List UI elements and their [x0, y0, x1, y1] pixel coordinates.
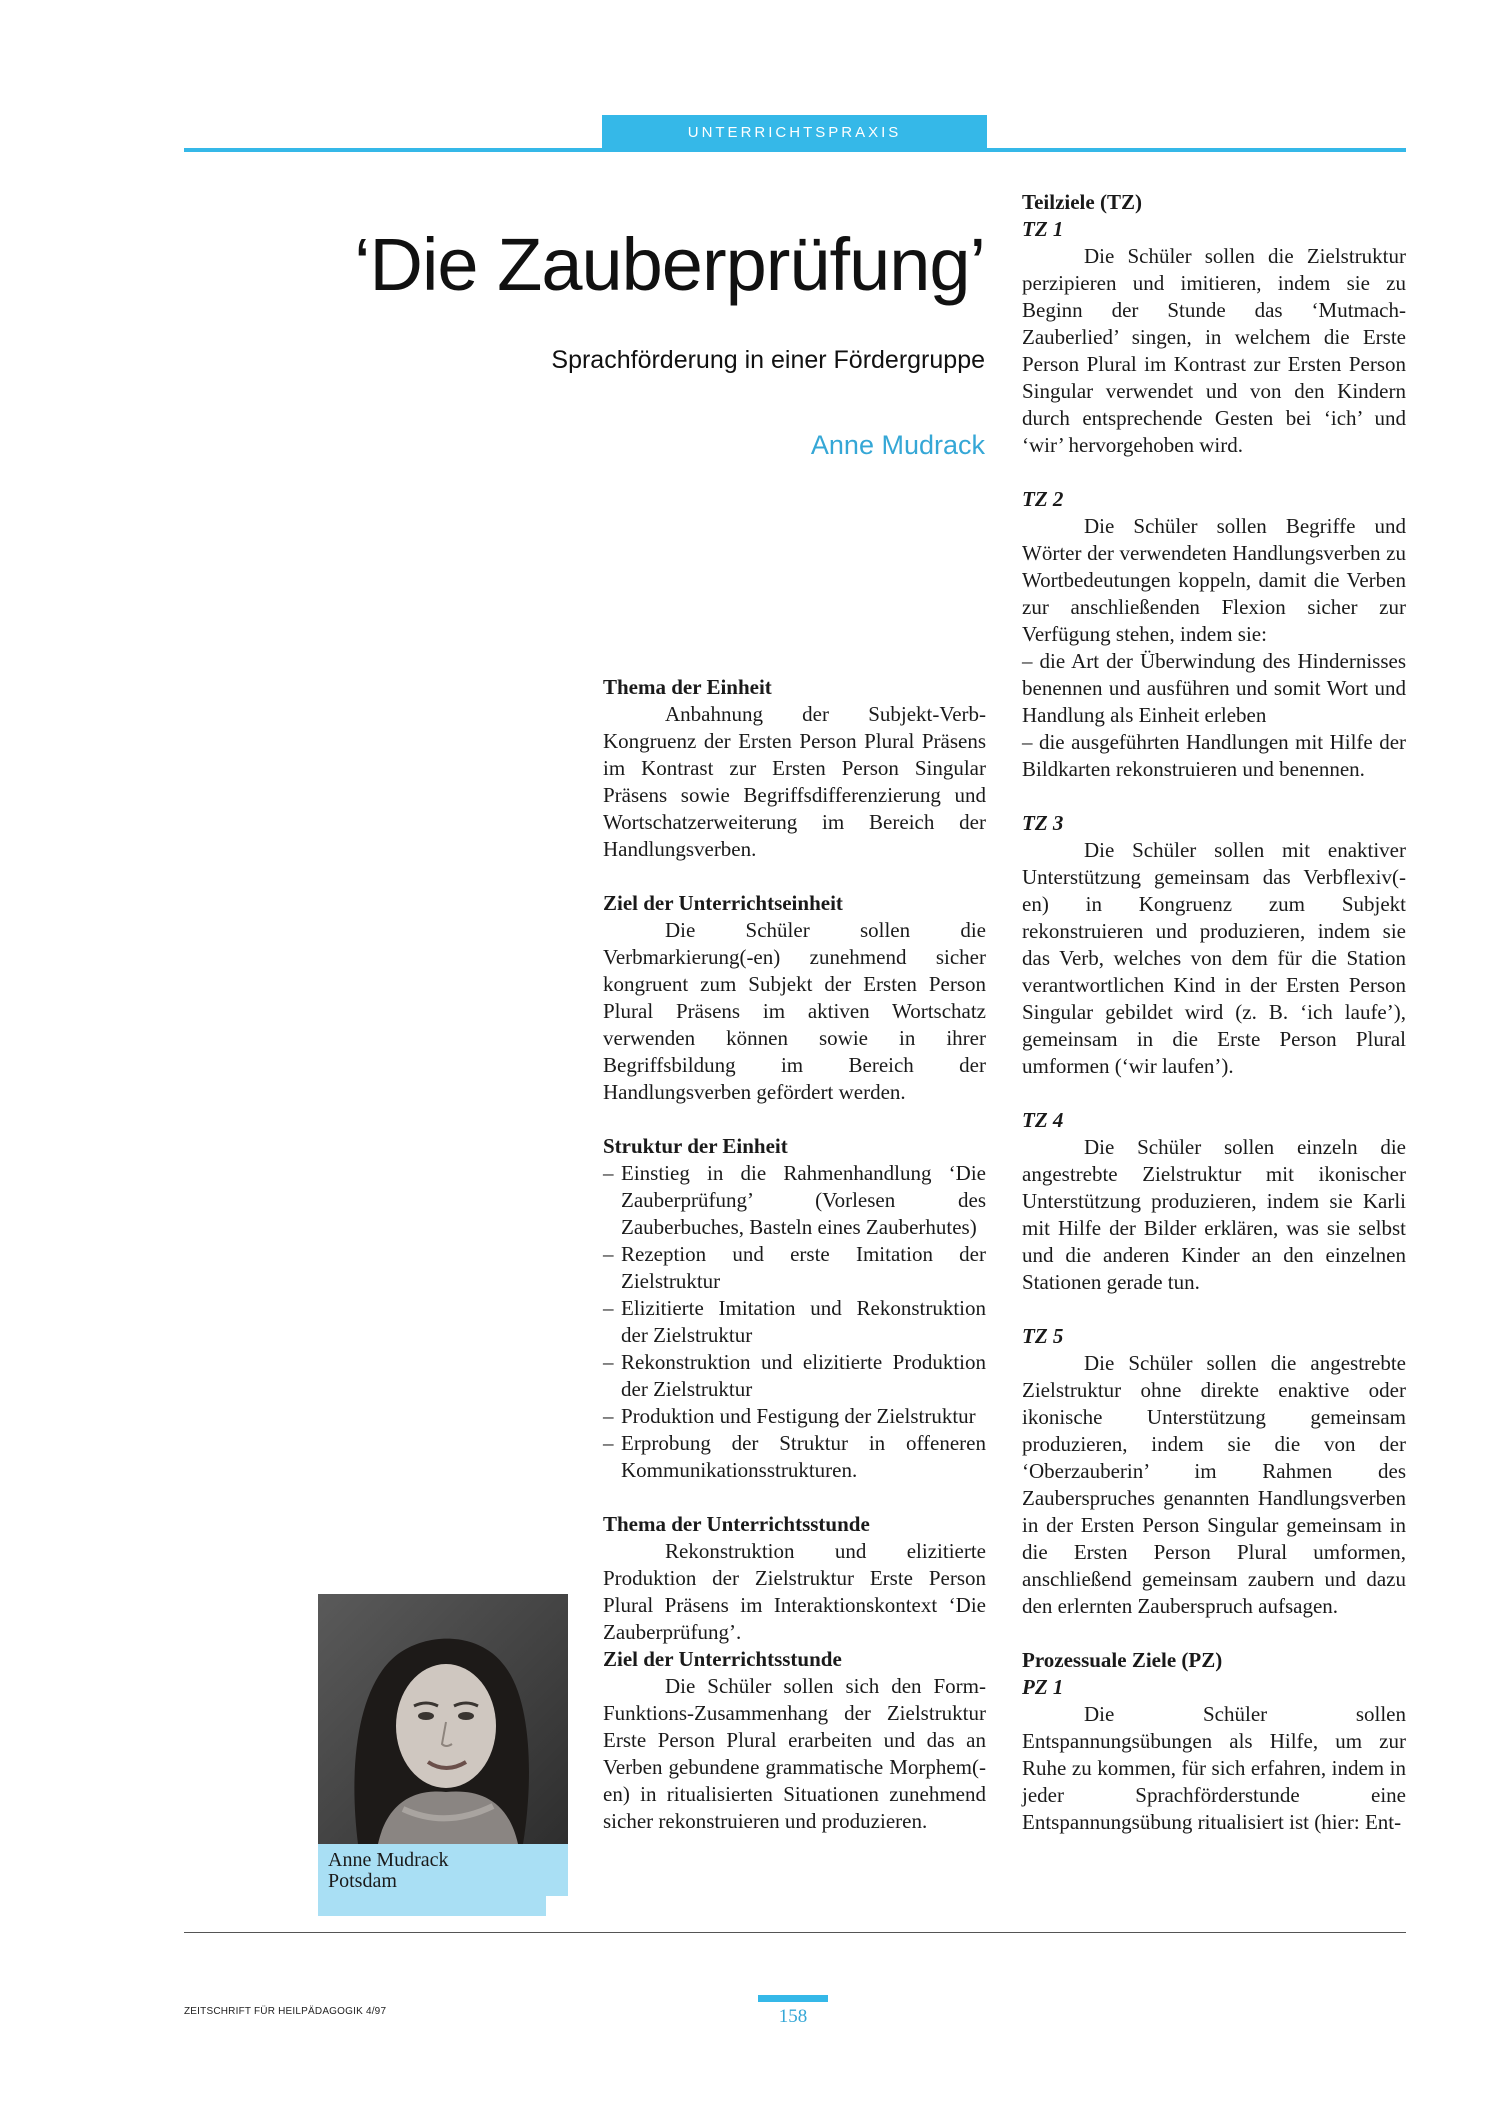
list-item: – Erprobung der Struktur in offeneren Kommunikationsstrukturen. [603, 1430, 986, 1484]
heading-struktur: Struktur der Einheit [603, 1134, 788, 1158]
label-tz4: TZ 4 [1022, 1108, 1064, 1132]
label-tz3: TZ 3 [1022, 811, 1064, 835]
middle-column [603, 674, 986, 1835]
label-tz2: TZ 2 [1022, 487, 1064, 511]
caption-name: Anne Mudrack [328, 1849, 449, 1871]
label-tz5: TZ 5 [1022, 1324, 1064, 1348]
label-tz1: TZ 1 [1022, 217, 1064, 241]
photo-caption [328, 1850, 449, 1892]
heading-ziel-stunde: Ziel der Unterrichtsstunde [603, 1647, 842, 1671]
label-pz1: PZ 1 [1022, 1675, 1064, 1699]
section-label: UNTERRICHTSPRAXIS [602, 115, 987, 149]
caption-place: Potsdam [328, 1870, 397, 1892]
article-subtitle: Sprachförderung in einer Fördergruppe [551, 346, 985, 374]
heading-thema-stunde: Thema der Unterrichtsstunde [603, 1512, 870, 1536]
text-ziel-einheit: Die Schüler sollen die Verbmarkierung(-en) zunehmend sicher kongruent zum Subjekt der Ersten Person Plural Präsens im aktiven Wortschatz verwenden können sowie in ihrer Begriffsbildung im Bereich der Handlungsverben gefördert werden. [603, 918, 986, 1104]
text-tz2: Die Schüler sollen Begriffe und Wörter der verwendeten Handlungsverben zu Wortbedeutungen koppeln, damit die Verben zur anschließenden Flexion sicher zur Verfügung stehen, indem sie: [1022, 514, 1406, 646]
header-rule [184, 148, 1406, 152]
footer-rule [184, 1932, 1406, 1933]
heading-thema-einheit: Thema der Einheit [603, 675, 772, 699]
text-thema-stunde: Rekonstruktion und elizitierte Produktion der Zielstruktur Erste Person Plural Präsens im Interaktionskontext ‘Die Zauberprüfung’. [603, 1539, 986, 1644]
caption-corner [546, 1896, 568, 1916]
article-title: ‘Die Zauberprüfung’ [354, 223, 985, 306]
right-column [1022, 189, 1406, 1836]
text-tz1: Die Schüler sollen die Zielstruktur perzipieren und imitieren, indem sie zu Beginn der Stunde das ‘Mutmach-Zauberlied’ singen, in welchem die Erste Person Plural im Kontrast zur Ersten Person Singular verwendet und von den Kindern durch entsprechende Gesten bei ‘ich’ und ‘wir’ hervorgehoben wird. [1022, 244, 1406, 457]
page-number-bar [758, 1995, 828, 2002]
author-photo [318, 1594, 568, 1844]
text-tz5: Die Schüler sollen die angestrebte Zielstruktur ohne direkte enaktive oder ikonische Unterstützung gemeinsam produzieren, indem sie die von der ‘Oberzauberin’ im Rahmen des Zauberspruches genannten Handlungsverben in der Ersten Person Singular gemeinsam in die Ersten Person Plural umformen, anschließend gemeinsam zaubern und dazu den erlernten Zauberspruch aufsagen. [1022, 1351, 1406, 1618]
text-thema-einheit: Anbahnung der Subjekt-Verb-Kongruenz der Ersten Person Plural Präsens im Kontrast zur Ersten Person Singular Präsens sowie Begriffsdifferenzierung und Wortschatzerweiterung im Bereich der Handlungsverben. [603, 702, 986, 861]
list-item: – Elizitierte Imitation und Rekonstruktion der Zielstruktur [603, 1295, 986, 1349]
list-item: – Rezeption und erste Imitation der Zielstruktur [603, 1241, 986, 1295]
journal-name: ZEITSCHRIFT FÜR HEILPÄDAGOGIK 4/97 [184, 2006, 387, 2017]
portrait-image [318, 1594, 568, 1844]
list-item: – die ausgeführten Handlungen mit Hilfe der Bildkarten rekonstruieren und benennen. [1022, 730, 1407, 781]
text-pz1: Die Schüler sollen Entspannungsübungen als Hilfe, um zur Ruhe zu kommen, für sich erfahren, indem in jeder Sprachförderstunde eine Entspannungsübung ritualisiert ist (hier: Ent- [1022, 1702, 1406, 1834]
struktur-list [603, 1160, 986, 1484]
list-item: – die Art der Überwindung des Hindernisses benennen und ausführen und somit Wort und Handlung als Einheit erleben [1022, 649, 1407, 727]
text-tz4: Die Schüler sollen einzeln die angestrebte Zielstruktur mit ikonischer Unterstützung produzieren, indem sie Karli mit Hilfe der Bilder erklären, was sie selbst und die anderen Kinder an den einzelnen Stationen gerade tun. [1022, 1135, 1406, 1294]
list-item: – Einstieg in die Rahmenhandlung ‘Die Zauberprüfung’ (Vorlesen des Zauberbuches, Basteln eines Zauberhutes) [603, 1160, 986, 1241]
article-author: Anne Mudrack [810, 430, 985, 460]
heading-ziel-einheit: Ziel der Unterrichtseinheit [603, 891, 843, 915]
page-number: 158 [778, 2006, 808, 2027]
text-ziel-stunde: Die Schüler sollen sich den Form-Funktions-Zusammenhang der Zielstruktur Erste Person Plural erarbeiten und das an Verben gebundene grammatische Morphem(-en) in ritualisierten Situationen zunehmend sicher rekonstruieren und produzieren. [603, 1674, 986, 1833]
heading-prozessuale-ziele: Prozessuale Ziele (PZ) [1022, 1648, 1223, 1672]
list-item: – Rekonstruktion und elizitierte Produktion der Zielstruktur [603, 1349, 986, 1403]
list-item: – Produktion und Festigung der Zielstruktur [603, 1403, 986, 1430]
heading-teilziele: Teilziele (TZ) [1022, 190, 1142, 214]
text-tz3: Die Schüler sollen mit enaktiver Unterstützung gemeinsam das Verbflexiv(-en) in Kongruenz zum Subjekt rekonstruieren und produzieren, indem sie das Verb, welches von dem für die Station verantwortlichen Kind in der Ersten Person Singular gebildet wird (z. B. ‘ich laufe’), gemeinsam in die Erste Person Plural umformen (‘wir laufen’). [1022, 838, 1406, 1078]
